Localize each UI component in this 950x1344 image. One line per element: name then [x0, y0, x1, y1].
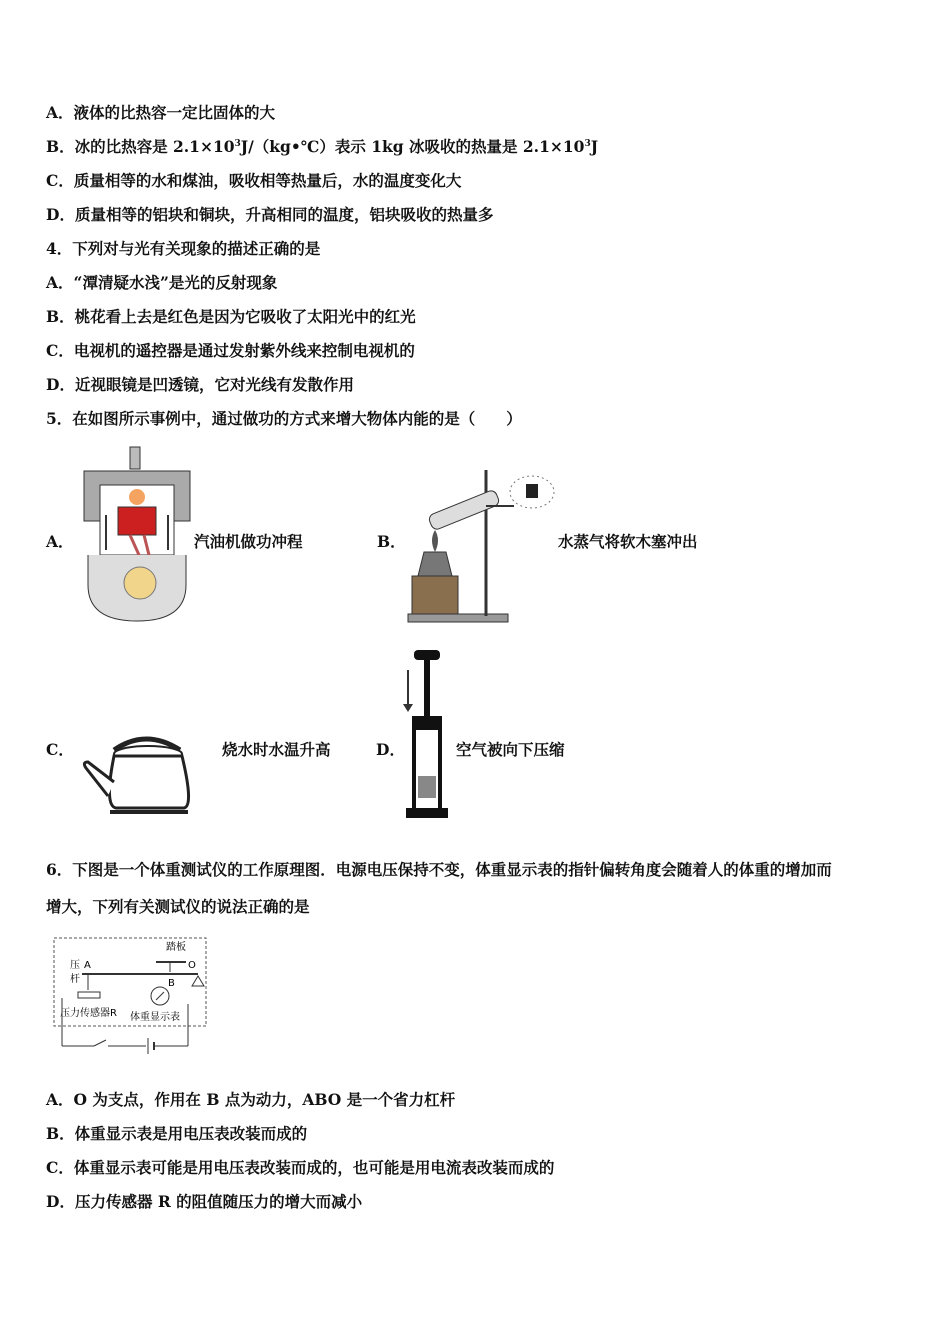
- diagram-sensor-label: 压力传感器R: [60, 1008, 117, 1019]
- q4-stem: 4．下列对与光有关现象的描述正确的是: [46, 239, 321, 258]
- q3-option-b-sup2: 3: [584, 139, 591, 149]
- kettle-figure: [76, 724, 222, 820]
- q4-option-a: A．“潭清疑水浅”是光的反射现象: [46, 273, 278, 292]
- weight-scale-circuit-diagram: [48, 934, 212, 1056]
- diagram-lever-label-2: 杆: [70, 974, 80, 985]
- q5-option-c-letter: C．: [46, 740, 74, 759]
- diagram-point-b: B: [168, 978, 175, 989]
- q6-option-b: B．体重显示表是用电压表改装而成的: [46, 1124, 308, 1143]
- q6-option-c: C．体重显示表可能是用电压表改装而成的，也可能是用电流表改装而成的: [46, 1158, 555, 1177]
- q6-option-d: D．压力传感器 R 的阻值随压力的增大而减小: [46, 1192, 363, 1211]
- q5-option-a-letter: A．: [46, 532, 74, 551]
- diagram-pedal-label: 踏板: [166, 942, 186, 953]
- q5-option-c-caption: 烧水时水温升高: [222, 740, 331, 759]
- q3-option-b-mid: J/（kg•℃）表示 1kg 冰吸收的热量是 2.1×10: [240, 137, 585, 156]
- q5-option-b-letter: B．: [377, 532, 406, 551]
- q3-option-b-sup1: 3: [234, 139, 241, 149]
- q3-option-a: A．液体的比热容一定比固体的大: [46, 103, 276, 122]
- q5-stem: 5．在如图所示事例中，通过做功的方式来增大物体内能的是（ ）: [46, 409, 522, 428]
- diagram-point-a: A: [84, 960, 91, 971]
- gasoline-engine-figure: [78, 445, 196, 625]
- diagram-point-o: O: [188, 960, 196, 971]
- q6-stem-line2: 增大，下列有关测试仪的说法正确的是: [46, 897, 310, 916]
- q5-option-a-caption: 汽油机做功冲程: [194, 532, 303, 551]
- q3-option-b-pre: B．冰的比热容是 2.1×10: [46, 137, 235, 156]
- q4-option-d: D．近视眼镜是凹透镜，它对光线有发散作用: [46, 375, 354, 394]
- q4-option-b: B．桃花看上去是红色是因为它吸收了太阳光中的红光: [46, 307, 416, 326]
- q3-option-c: C．质量相等的水和煤油，吸收相等热量后，水的温度变化大: [46, 171, 462, 190]
- q3-option-b: [46, 137, 598, 157]
- q5-option-d-letter: D．: [376, 740, 405, 759]
- steam-cork-figure: [404, 466, 560, 626]
- q6-stem-line1: 6．下图是一个体重测试仪的工作原理图．电源电压保持不变，体重显示表的指针偏转角度会随着人的体重的增加而: [46, 860, 832, 879]
- q5-option-d-caption: 空气被向下压缩: [456, 740, 565, 759]
- q4-option-c: C．电视机的遥控器是通过发射紫外线来控制电视机的: [46, 341, 415, 360]
- q6-option-a: A．O 为支点，作用在 B 点为动力，ABO 是一个省力杠杆: [46, 1090, 456, 1109]
- diagram-lever-label-1: 压: [70, 960, 80, 971]
- compression-cylinder-figure: [400, 648, 456, 820]
- q3-option-b-post: J: [590, 137, 599, 156]
- diagram-meter-label: 体重显示表: [130, 1012, 180, 1023]
- q3-option-d: D．质量相等的铝块和铜块，升高相同的温度，铝块吸收的热量多: [46, 205, 494, 224]
- q5-option-b-caption: 水蒸气将软木塞冲出: [558, 532, 698, 551]
